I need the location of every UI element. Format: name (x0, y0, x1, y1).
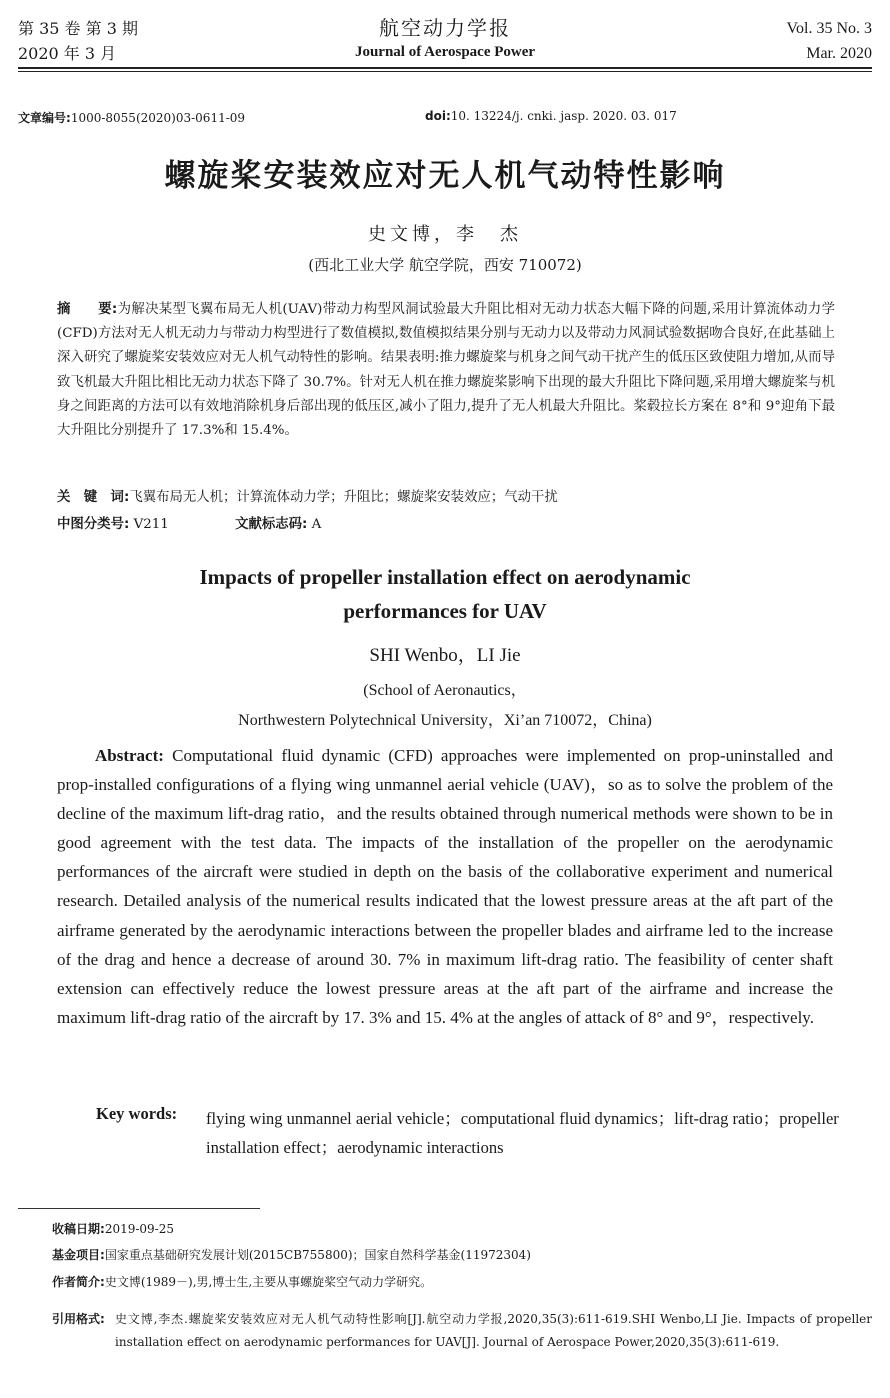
abstract-text-cn: 为解决某型飞翼布局无人机(UAV)带动力构型风洞试验最大升阻比相对无动力状态大幅下降的问题,采用计算流体动力学(CFD)方法对无人机无动力与带动力构型进行了数值模拟,数值模拟结果分别与无动力以及带动力风洞试验数据吻合良好,在此基础上深入研究了螺旋桨安装效应对无人机气动特性的影响。结果表明:推力螺旋桨与机身之间气动干扰产生的低压区致使阻力增加,从而导致飞机最大升阻比相比无动力状态下降了 30.7%。针对无人机在推力螺旋桨影响下出现的最大升阻比下降问题,采用增大螺旋桨与机身之间距离的方法可以有效地消除机身后部出现的低压区,减小了阻力,提升了无人机最大升阻比。桨毂拉长方案在 8°和 9°迎角下最大升阻比分别提升了 17.3%和 15.4%。 (57, 302, 835, 439)
keywords-label-en: Key words: (96, 1104, 178, 1123)
affiliation-en-line2: Northwestern Polytechnical University，Xi’an 710072，China) (238, 712, 652, 729)
author-bio-label: 作者简介: (52, 1275, 105, 1289)
issue-info-en (787, 16, 873, 66)
fund-value: 国家重点基础研究发展计划(2015CB755800)；国家自然科学基金(11972304) (104, 1248, 531, 1262)
footnote-rule (18, 1208, 260, 1209)
class-value: V211 (133, 517, 169, 532)
paper-title-cn: 螺旋桨安装效应对无人机气动特性影响 (164, 158, 726, 194)
doc-code-label: 文献标志码: (235, 517, 308, 532)
affiliation-en-line1: (School of Aeronautics， (363, 682, 527, 699)
fund-label: 基金项目: (52, 1248, 105, 1262)
paper-title-en-line1: Impacts of propeller installation effect on aerodynamic (199, 565, 691, 589)
citation-text: 史文博,李杰.螺旋桨安装效应对无人机气动特性影响[J].航空动力学报,2020,35(3):611-619.SHI Wenbo,LI Jie. Impacts of propeller installation effect on aerodynamic performances for UAV[J]. Journal of Aerospace Power,2020,35(3):611-619. (115, 1312, 872, 1349)
author-bio (52, 1272, 432, 1292)
abstract-label-en: Abstract: (95, 746, 164, 765)
article-number (18, 109, 245, 126)
article-number-label: 文章编号: (18, 111, 71, 125)
keywords-cn (57, 486, 558, 505)
abstract-text-en: Computational fluid dynamic (CFD) approaches were implemented on prop-uninstalled and prop-installed configurations of a flying wing unmannel aerial vehicle (UAV)，so as to solve the problem of the decline of the maximum lift-drag ratio，and the results obtained through numerical methods were shown to be in good agreement with the test data. The impacts of the installation of the propeller on the aerodynamic performances of the aircraft were studied in depth on the basis of the collaborative experiment and numerical research. Detailed analysis of the numerical results indicated that the lowest pressure areas at the aft part of the airframe generated by the aerodynamic interactions between the propeller blades and airframe led to the increase of the drag and hence a decrease of around 30. 7% in maximum lift-drag ratio. The feasibility of center shaft extension can effectively reduce the lowest pressure areas at the aft part of the airframe and increase the maximum lift-drag ratio of the aircraft by 17. 3% and 15. 4% at the angles of attack of 8° and 9°，respectively. (57, 746, 834, 1027)
paper-title-en-line2: performances for UAV (343, 599, 547, 623)
affiliation-en (0, 676, 890, 736)
issue-date-cn: 2020 年 3 月 (18, 44, 117, 63)
affiliation-cn: (西北工业大学 航空学院，西安 710072) (308, 256, 582, 274)
keywords-label-cn: 关 键 词: (57, 490, 130, 505)
header-rule-thin (18, 71, 872, 72)
keywords-text-en: flying wing unmannel aerial vehicle；computational fluid dynamics；lift-drag ratio；propeller installation effect；aerodynamic interactions (206, 1109, 839, 1157)
issue-date-en: Mar. 2020 (806, 45, 872, 62)
article-number-value: 1000-8055(2020)03-0611-09 (70, 111, 246, 125)
abstract-cn (57, 298, 835, 443)
keywords-text-cn: 飞翼布局无人机；计算流体动力学；升阻比；螺旋桨安装效应；气动干扰 (129, 490, 558, 505)
fund-info (52, 1245, 531, 1265)
doi-label: doi: (425, 109, 451, 123)
paper-title-en (0, 560, 890, 628)
citation-label: 引用格式: (52, 1312, 105, 1326)
abstract-en (57, 741, 833, 1032)
authors-en: SHI Wenbo，LI Jie (369, 645, 521, 666)
doi-value: 10. 13224/j. cnki. jasp. 2020. 03. 017 (450, 109, 677, 123)
author-bio-value: 史文博(1989－),男,博士生,主要从事螺旋桨空气动力学研究。 (104, 1275, 433, 1289)
classification (57, 513, 321, 532)
header-rule-thick (18, 67, 872, 69)
journal-name-cn: 航空动力学报 (379, 16, 511, 40)
issue-number-cn: 第 35 卷 第 3 期 (18, 19, 138, 38)
authors-cn: 史文博，李 杰 (368, 224, 522, 245)
doi (425, 109, 677, 123)
abstract-label-cn: 摘 要: (57, 302, 118, 317)
received-date (52, 1219, 174, 1239)
journal-name (0, 14, 890, 62)
journal-name-en: Journal of Aerospace Power (354, 44, 536, 60)
class-label: 中图分类号: (57, 517, 130, 532)
citation (52, 1308, 872, 1354)
received-value: 2019-09-25 (104, 1222, 174, 1236)
received-label: 收稿日期: (52, 1222, 105, 1236)
doc-code-value: A (311, 517, 322, 532)
volume-en: Vol. 35 No. 3 (786, 20, 872, 37)
